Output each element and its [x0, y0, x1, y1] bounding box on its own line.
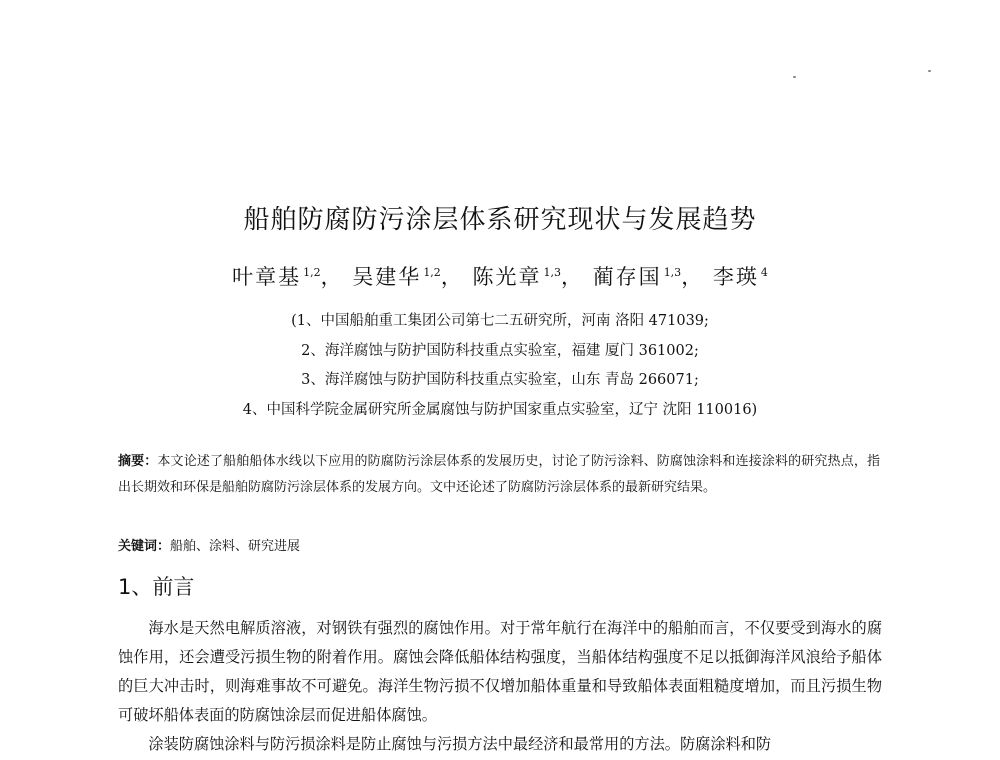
- author-separator: ，: [320, 265, 344, 289]
- author-affiliation-mark: 4: [760, 266, 768, 279]
- author-name: 李瑛: [712, 265, 759, 289]
- affiliation-line: 4、中国科学院金属研究所金属腐蚀与防护国家重点实验室，辽宁 沈阳 110016): [242, 401, 758, 418]
- keywords-label: 关键词：: [118, 539, 171, 554]
- author-affiliation-mark: 1,3: [663, 266, 682, 279]
- author-name: 陈光章: [472, 265, 542, 289]
- paper-title: 船舶防腐防污涂层体系研究现状与发展趋势: [243, 205, 757, 235]
- abstract: [118, 449, 880, 501]
- author: [713, 265, 768, 289]
- author: [473, 265, 585, 289]
- author-separator: ，: [681, 265, 705, 289]
- section-heading: 1、前言: [118, 575, 195, 599]
- author-name: 吴建华: [352, 265, 422, 289]
- body-text: [118, 614, 882, 759]
- affiliation-line: (1、中国船舶重工集团公司第七二五研究所，河南 洛阳 471039;: [291, 313, 709, 329]
- affiliation-line: 2、海洋腐蚀与防护国防科技重点实验室，福建 厦门 361002;: [301, 342, 699, 359]
- keywords-text: 船舶、涂料、研究进展: [170, 539, 301, 554]
- author-affiliation-mark: 1,3: [543, 266, 561, 279]
- author-name: 蔺存国: [592, 265, 662, 289]
- author-separator: ，: [440, 265, 464, 289]
- paragraph: 涂装防腐蚀涂料与防污损涂料是防止腐蚀与污损方法中最经济和最常用的方法。防腐涂料和防: [148, 735, 772, 753]
- keywords: [118, 535, 880, 559]
- author-list: [0, 258, 1000, 292]
- scan-speck: [928, 70, 931, 72]
- scan-speck: [793, 76, 796, 78]
- author-name: 叶章基: [232, 265, 302, 289]
- author-affiliation-mark: 1,2: [303, 266, 321, 279]
- author-separator: ，: [561, 265, 584, 289]
- abstract-label: 摘要：: [118, 454, 158, 469]
- author: [593, 265, 705, 289]
- affiliation-block: [0, 307, 1000, 425]
- author: [352, 265, 464, 289]
- affiliation-line: 3、海洋腐蚀与防护国防科技重点实验室，山东 青岛 266071;: [301, 372, 699, 388]
- paragraph: 海水是天然电解质溶液，对钢铁有强烈的腐蚀作用。对于常年航行在海洋中的船舶而言，不仅要受到海水的腐蚀作用，还会遭受污损生物的附着作用。腐蚀会降低船体结构强度，当船体结构强度不足以抵御海洋风浪给予船体的巨大冲击时，则海难事故不可避免。海洋生物污损不仅增加船体重量和导致船体表面粗糙度增加，而且污损生物可破坏船体表面的防腐蚀涂层而促进船体腐蚀。: [118, 619, 882, 724]
- abstract-text: 本文论述了船舶船体水线以下应用的防腐防污涂层体系的发展历史，讨论了防污涂料、防腐蚀涂料和连接涂料的研究热点，指出长期效和环保是船舶防腐防污涂层体系的发展方向。文中还论述了防腐防污涂层体系的最新研究结果。: [118, 454, 880, 495]
- author-affiliation-mark: 1,2: [423, 266, 441, 279]
- author: [232, 265, 344, 289]
